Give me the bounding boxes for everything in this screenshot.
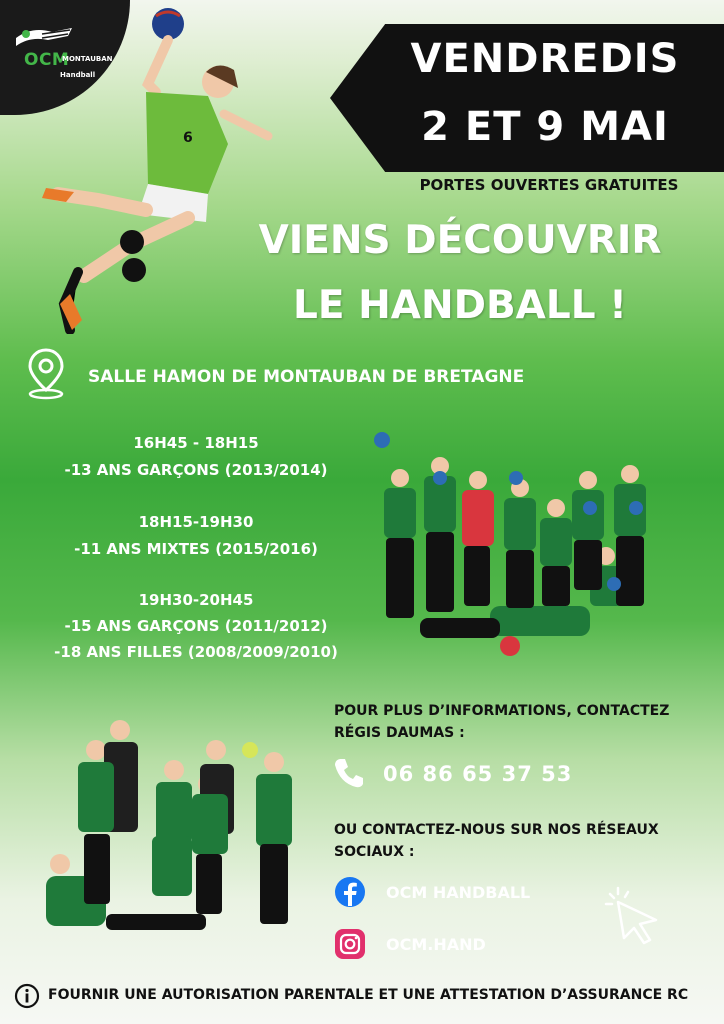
contact-intro-line-1: POUR PLUS D’INFORMATIONS, CONTACTEZ: [334, 703, 670, 719]
location-pin-icon: [26, 346, 66, 400]
instagram-link[interactable]: OCM.HAND: [386, 935, 486, 954]
phone-icon: [332, 756, 366, 790]
facebook-icon: [334, 876, 366, 908]
team-photo-girls: [16, 694, 316, 956]
cursor-click-icon: [598, 884, 664, 946]
phone-number[interactable]: 06 86 65 37 53: [383, 762, 573, 786]
schedule-group-1: -13 ANS GARÇONS (2013/2014): [64, 461, 328, 479]
logo-ocm-text: OCM: [24, 50, 70, 70]
headline-line-2: LE HANDBALL !: [293, 283, 627, 328]
team-photo-boys: [360, 428, 680, 660]
social-intro-line-1: OU CONTACTEZ-NOUS SUR NOS RÉSEAUX: [334, 822, 659, 838]
venue-text: SALLE HAMON DE MONTAUBAN DE BRETAGNE: [88, 367, 525, 387]
schedule-time-3: 19H30-20H45: [138, 591, 254, 609]
facebook-link[interactable]: OCM HANDBALL: [386, 883, 531, 902]
date-line-1: VENDREDIS: [410, 36, 680, 82]
contact-intro-line-2: RÉGIS DAUMAS :: [334, 725, 465, 741]
logo-montauban-text: MONTAUBAN: [62, 55, 113, 63]
schedule-time-1: 16H45 - 18H15: [133, 434, 259, 452]
schedule-time-2: 18H15-19H30: [138, 513, 254, 531]
logo-handball-text: Handball: [60, 71, 96, 79]
footer-notice: FOURNIR UNE AUTORISATION PARENTALE ET UNE ATTESTATION D’ASSURANCE RC: [48, 987, 689, 1003]
headline-line-1: VIENS DÉCOUVRIR: [258, 218, 662, 263]
svg-text:6: 6: [183, 130, 193, 146]
schedule-group-2: -11 ANS MIXTES (2015/2016): [74, 540, 318, 558]
info-icon: [14, 983, 40, 1009]
schedule-group-3b: -18 ANS FILLES (2008/2009/2010): [54, 643, 338, 661]
schedule-group-3a: -15 ANS GARÇONS (2011/2012): [64, 617, 328, 635]
instagram-icon: [334, 928, 366, 960]
subtitle: PORTES OUVERTES GRATUITES: [419, 176, 679, 194]
social-intro-line-2: SOCIAUX :: [334, 844, 415, 860]
date-line-2: 2 ET 9 MAI: [421, 104, 669, 150]
